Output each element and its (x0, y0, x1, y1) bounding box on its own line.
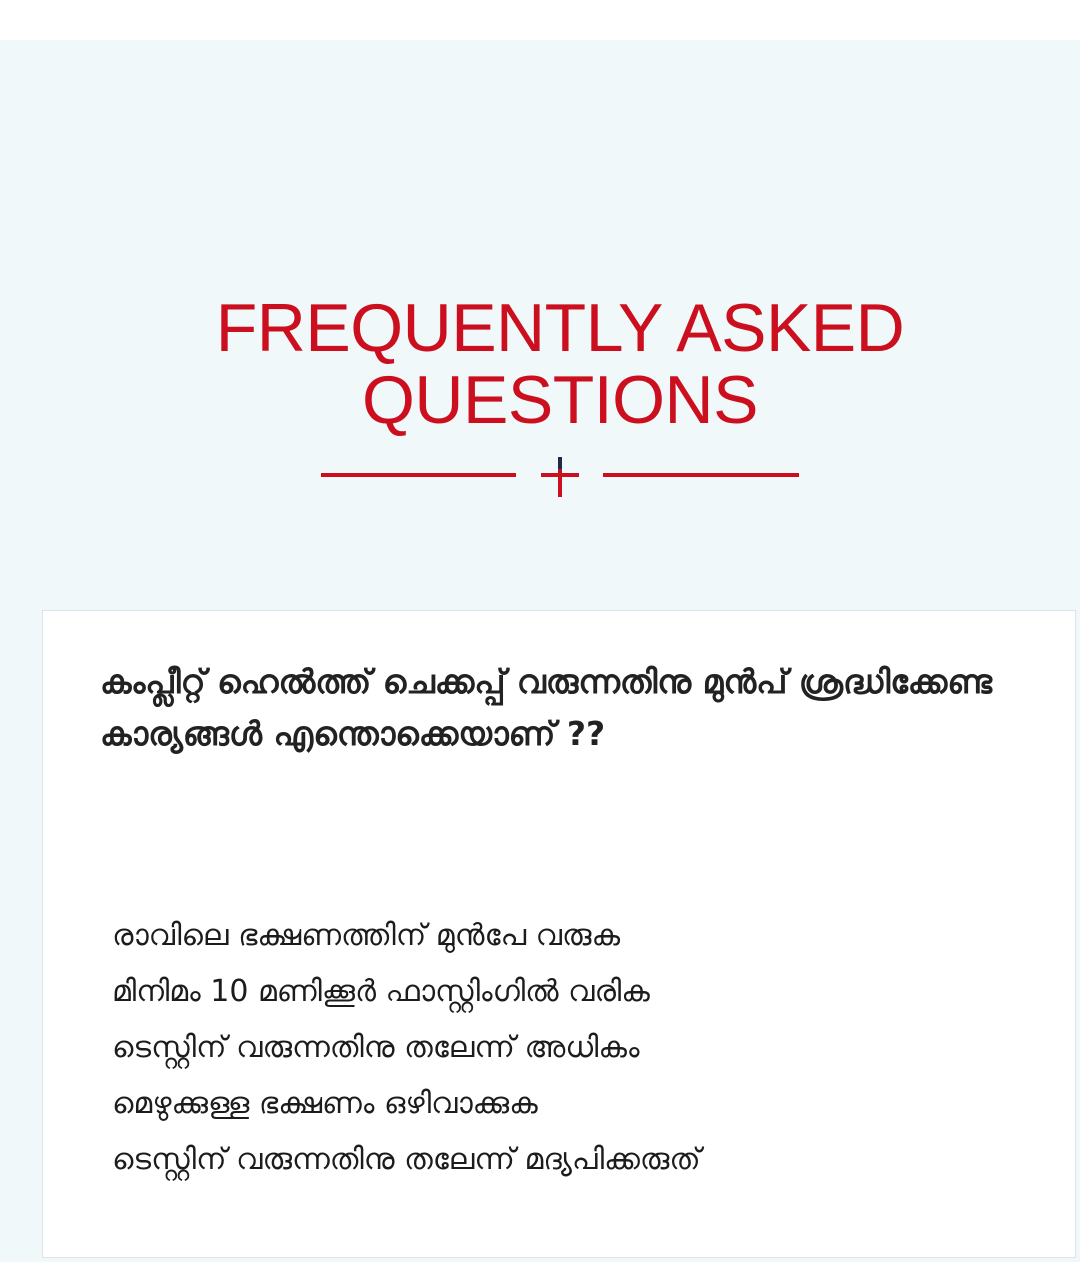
faq-heading: FREQUENTLY ASKED QUESTIONS (215, 290, 905, 438)
answer-item: രാവിലെ ഭക്ഷണത്തിന് മുൻപേ വരുക (112, 918, 621, 953)
faq-answer-list (112, 908, 1012, 1188)
top-strip (0, 0, 1080, 40)
answer-item: മിനിമം 10 മണിക്കൂർ ഫാസ്റ്റിംഗിൽ വരിക (112, 974, 650, 1009)
answer-item: മെഴുക്കുള്ള ഭക്ഷണം ഒഴിവാക്കുക (112, 1086, 538, 1121)
answer-item: ടെസ്റ്റിന് വരുന്നതിനു തലേന്ന് അധികം (112, 1030, 640, 1065)
divider-line-right (603, 473, 799, 477)
answer-item: ടെസ്റ്റിന് വരുന്നതിനു തലേന്ന് മദ്യപിക്കരുത് (112, 1142, 701, 1177)
divider-line-left (321, 473, 516, 477)
faq-question[interactable]: കംപ്ലീറ്റ് ഹെൽത്ത് ചെക്കപ്പ് വരുന്നതിനു മുൻപ് ശ്രദ്ധിക്കേണ്ട കാര്യങ്ങൾ എന്തൊക്കെയാണ് ?? (100, 662, 993, 753)
